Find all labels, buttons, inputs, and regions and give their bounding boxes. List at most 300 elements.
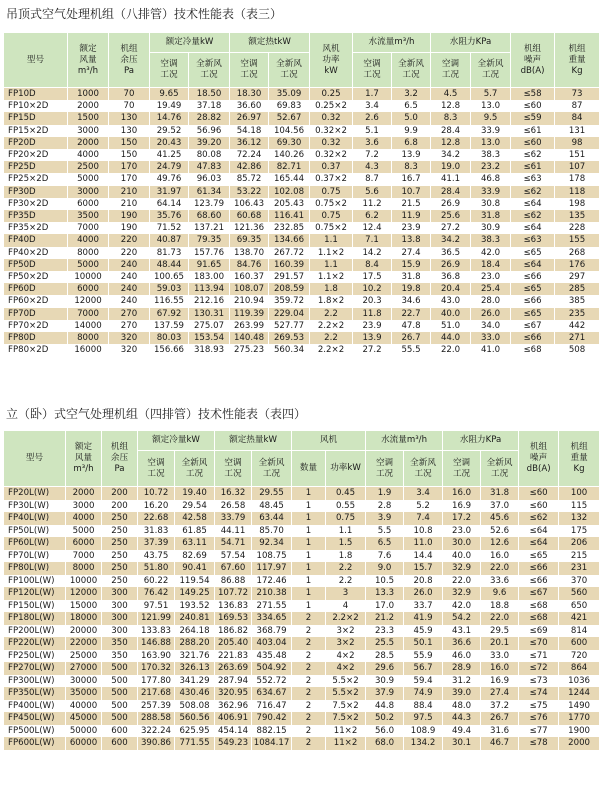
table-cell: 560 (559, 587, 600, 600)
table3-title: 吊顶式空气处理机组（八排管）技术性能表（表三） (6, 7, 283, 21)
table-cell: 130.31 (189, 308, 230, 320)
table-cell: 40.0 (443, 550, 481, 563)
table-cell: 1490 (559, 700, 600, 713)
table-cell: 14000 (68, 320, 109, 332)
table-row (4, 662, 600, 675)
table-cell: 250 (102, 525, 138, 538)
table-cell: 385 (555, 295, 600, 307)
table-cell: 46.0 (443, 650, 481, 663)
table-cell: 91.65 (189, 259, 230, 271)
table-cell: 108.75 (252, 550, 292, 563)
table-cell: 39.20 (189, 137, 230, 149)
table-cell: 41.1 (431, 173, 471, 185)
table-cell: 250 (102, 512, 138, 525)
table-cell: 14.76 (150, 112, 189, 124)
table-cell: 3000 (66, 500, 102, 513)
model-cell: FP20D (4, 137, 68, 149)
table-cell: 2 (292, 712, 326, 725)
header-water-flow: 水流量m³/h (353, 33, 431, 53)
table-row (4, 247, 600, 259)
table-cell: 250 (102, 550, 138, 563)
table-cell: 63.44 (252, 512, 292, 525)
table-cell: 1.7 (353, 88, 392, 101)
table-cell: 2 (292, 625, 326, 638)
table-cell: 48.0 (443, 700, 481, 713)
table-cell: 1.1 (310, 234, 353, 246)
table-cell: 20.43 (150, 137, 189, 149)
table-row (4, 332, 600, 344)
table-cell: 4000 (68, 149, 109, 161)
table-cell: 54.18 (230, 125, 269, 137)
model-cell: FP10D (4, 88, 68, 101)
table-cell: 31.8 (481, 487, 519, 500)
table-cell: 10.7 (392, 186, 431, 198)
table-cell: 11.9 (392, 210, 431, 222)
table-cell: 42.58 (175, 512, 215, 525)
table-cell: ≤64 (511, 222, 555, 234)
table-cell: 42.0 (443, 600, 481, 613)
table-cell: 500 (102, 675, 138, 688)
table-cell: 2 (292, 737, 326, 750)
table-cell: 38.3 (471, 234, 511, 246)
table-cell: 40000 (66, 700, 102, 713)
table-row (4, 487, 600, 500)
table-cell: 37.18 (189, 100, 230, 112)
model-cell: FP20×2D (4, 149, 68, 161)
table-cell: 69.35 (230, 234, 269, 246)
table-cell: 44.0 (431, 332, 471, 344)
table-cell: 190 (109, 222, 150, 234)
table-cell: 6.2 (353, 210, 392, 222)
header-water-resistance: 水阻力KPa (443, 431, 519, 451)
table-cell: 320.95 (215, 687, 252, 700)
table-cell: 12.6 (481, 537, 519, 550)
table-cell: 210.38 (252, 587, 292, 600)
table-cell: ≤64 (511, 259, 555, 271)
table-row (4, 259, 600, 271)
table-row (4, 149, 600, 161)
table-cell: 16.7 (392, 173, 431, 185)
table-row (4, 320, 600, 332)
subheader-fresh-air: 全新风 工况 (175, 451, 215, 487)
table-cell: 634.67 (252, 687, 292, 700)
table-cell: 287.94 (215, 675, 252, 688)
model-cell: FP35D (4, 210, 68, 222)
table-cell: 47.8 (392, 320, 431, 332)
table-cell: 41.0 (471, 344, 511, 356)
table-cell: 1 (292, 525, 326, 538)
table-cell: 100.65 (150, 271, 189, 283)
table-cell: 150 (109, 149, 150, 161)
table-cell: 23.0 (443, 525, 481, 538)
table-cell: 3.4 (353, 100, 392, 112)
table-cell: ≤64 (511, 198, 555, 210)
table-cell: 350 (102, 637, 138, 650)
table-cell: 134.2 (404, 737, 443, 750)
table-cell: 17.2 (443, 512, 481, 525)
table-cell: 98 (555, 137, 600, 149)
table-cell: 264.18 (175, 625, 215, 638)
table-cell: 36.60 (230, 100, 269, 112)
model-cell: FP400L(W) (4, 700, 66, 713)
model-cell: FP120L(W) (4, 587, 66, 600)
subheader-fresh-air: 全新风 工况 (404, 451, 443, 487)
table-cell: 1.9 (366, 487, 404, 500)
table-cell: ≤67 (519, 587, 559, 600)
table-cell: 30.1 (443, 737, 481, 750)
table-cell: 11×2 (326, 725, 366, 738)
table-cell: 48.44 (150, 259, 189, 271)
table-cell: 33.7 (404, 600, 443, 613)
table-cell: 600 (102, 737, 138, 750)
table-cell: 118 (555, 186, 600, 198)
table-cell: 2.2×2 (310, 344, 353, 356)
table-row (4, 100, 600, 112)
subheader-ac: 空调 工况 (366, 451, 404, 487)
table-cell: 40.0 (431, 308, 471, 320)
table-cell: 33.9 (471, 125, 511, 137)
table-cell: 263.99 (230, 320, 269, 332)
table-cell: 0.32×2 (310, 125, 353, 137)
table-cell: 106.43 (230, 198, 269, 210)
table-cell: 7.4 (404, 512, 443, 525)
table-cell: 2.2×2 (310, 320, 353, 332)
table-cell: 20000 (66, 625, 102, 638)
table-cell: 70 (109, 100, 150, 112)
table-cell: 115 (559, 500, 600, 513)
table-cell: 29.5 (481, 625, 519, 638)
table-row (4, 137, 600, 149)
table-cell: 100 (559, 487, 600, 500)
table-cell: 0.32×2 (310, 149, 353, 161)
table-cell: 240.81 (175, 612, 215, 625)
table4-title: 立（卧）式空气处理机组（四排管）技术性能表（表四） (6, 407, 307, 421)
model-cell: FP40×2D (4, 247, 68, 259)
table-cell: 21.2 (366, 612, 404, 625)
table-cell: 2.2 (326, 575, 366, 588)
table-cell: 220 (109, 247, 150, 259)
table-cell: ≤76 (519, 712, 559, 725)
table-cell: 32.9 (443, 562, 481, 575)
table-cell: 138.70 (230, 247, 269, 259)
table-cell: 178 (555, 173, 600, 185)
table-cell: 56.7 (404, 662, 443, 675)
table-cell: 14.2 (353, 247, 392, 259)
table-cell: ≤60 (519, 500, 559, 513)
table-cell: 1.8 (326, 550, 366, 563)
table-cell: 326.13 (175, 662, 215, 675)
table-cell: 25.5 (366, 637, 404, 650)
table-cell: ≤72 (519, 662, 559, 675)
table-cell: 221.83 (215, 650, 252, 663)
table-cell: 69.30 (269, 137, 310, 149)
table-cell: 291.57 (269, 271, 310, 283)
table-cell: 0.55 (326, 500, 366, 513)
table-cell: 1 (292, 550, 326, 563)
table-cell: 2.2×2 (326, 612, 366, 625)
table-cell: 36.8 (431, 271, 471, 283)
table-cell: 28.4 (431, 125, 471, 137)
table-cell: 54.71 (215, 537, 252, 550)
table-cell: 46.8 (471, 173, 511, 185)
table-cell: 30.0 (443, 537, 481, 550)
table-cell: 9.5 (471, 112, 511, 124)
header-model: 型号 (4, 431, 66, 487)
table-cell: 34.2 (431, 149, 471, 161)
table-cell: 80.03 (150, 332, 189, 344)
model-cell: FP60L(W) (4, 537, 66, 550)
table3-body (4, 88, 600, 357)
table-cell: 257.39 (138, 700, 175, 713)
table-cell: 0.75 (310, 210, 353, 222)
table-row (4, 675, 600, 688)
table-cell: 52.67 (269, 112, 310, 124)
table-cell: 549.23 (215, 737, 252, 750)
table-cell: 177.80 (138, 675, 175, 688)
table-cell: 22.0 (431, 344, 471, 356)
table-cell: 1 (292, 587, 326, 600)
table-cell: 552.72 (252, 675, 292, 688)
table-cell: 11.2 (353, 198, 392, 210)
table-cell: 50.1 (404, 637, 443, 650)
table-cell: 190 (109, 210, 150, 222)
table-cell: 20.1 (481, 637, 519, 650)
model-cell: FP30L(W) (4, 500, 66, 513)
model-cell: FP50×2D (4, 271, 68, 283)
table-cell: 90.41 (175, 562, 215, 575)
table-row (4, 283, 600, 295)
table-cell: 88.4 (404, 700, 443, 713)
model-cell: FP70D (4, 308, 68, 320)
model-cell: FP30D (4, 186, 68, 198)
table-cell: 44.8 (366, 700, 404, 713)
table-row (4, 344, 600, 356)
table-cell: 16.0 (481, 662, 519, 675)
table-cell: 27.2 (431, 222, 471, 234)
table-cell: 235 (555, 308, 600, 320)
table-cell: 198 (555, 198, 600, 210)
table-cell: 320 (109, 344, 150, 356)
table-cell: 28.9 (443, 662, 481, 675)
table-cell: 2.6 (353, 112, 392, 124)
table-cell: 5000 (68, 173, 109, 185)
subheader-fresh-air: 全新风 工况 (252, 451, 292, 487)
table-cell: 18.30 (230, 88, 269, 101)
table-cell: 60.22 (138, 575, 175, 588)
table-cell: 10.72 (138, 487, 175, 500)
table-row (4, 525, 600, 538)
model-cell: FP350L(W) (4, 687, 66, 700)
table-cell: 33.79 (215, 512, 252, 525)
table-cell: 771.55 (175, 737, 215, 750)
table-cell: 133.83 (138, 625, 175, 638)
table-cell: 34.0 (471, 320, 511, 332)
table-cell: 49.76 (150, 173, 189, 185)
model-cell: FP80L(W) (4, 562, 66, 575)
table-cell: 4×2 (326, 662, 366, 675)
table-cell: ≤69 (519, 625, 559, 638)
subheader-ac: 空调 工况 (150, 53, 189, 88)
table-cell: 0.75 (310, 186, 353, 198)
table-row (4, 712, 600, 725)
table-row (4, 88, 600, 101)
table-cell: ≤64 (519, 525, 559, 538)
table-cell: 72.24 (230, 149, 269, 161)
table-cell: 0.45 (326, 487, 366, 500)
table-cell: 232.85 (269, 222, 310, 234)
table-cell: 3 (326, 587, 366, 600)
table-cell: 7.1 (353, 234, 392, 246)
table-cell: 1.8 (310, 283, 353, 295)
table-cell: 4.3 (353, 161, 392, 173)
table-cell: 16000 (68, 344, 109, 356)
table-cell: 102.08 (269, 186, 310, 198)
table-cell: 1000 (68, 88, 109, 101)
table-cell: 13.8 (392, 234, 431, 246)
table-cell: 1084.17 (252, 737, 292, 750)
table-cell: 60000 (66, 737, 102, 750)
table-cell: 92.34 (252, 537, 292, 550)
table-cell: 84.76 (230, 259, 269, 271)
header-weight: 机组 重量 Kg (555, 33, 600, 88)
table-cell: ≤65 (511, 283, 555, 295)
table-cell: 44.3 (443, 712, 481, 725)
table-cell: ≤66 (511, 295, 555, 307)
table-row (4, 625, 600, 638)
table-cell: 68.0 (366, 737, 404, 750)
table-cell: 2.2 (326, 562, 366, 575)
table-cell: ≤62 (519, 512, 559, 525)
model-cell: FP40L(W) (4, 512, 66, 525)
table-cell: 0.32 (310, 137, 353, 149)
table-cell: 135 (555, 210, 600, 222)
table-cell: ≤62 (511, 186, 555, 198)
table-cell: 29.52 (150, 125, 189, 137)
table-cell: 3500 (68, 210, 109, 222)
table-cell: 504.92 (252, 662, 292, 675)
table-cell: 19.40 (175, 487, 215, 500)
table-cell: 8.3 (431, 112, 471, 124)
table-cell: 20.4 (431, 283, 471, 295)
table-cell: 42.86 (230, 161, 269, 173)
table-cell: 160.37 (230, 271, 269, 283)
table-cell: 527.77 (269, 320, 310, 332)
table-cell: 11×2 (326, 737, 366, 750)
table-cell: 35000 (66, 687, 102, 700)
table3-spec-table (3, 32, 600, 356)
table-cell: 215 (559, 550, 600, 563)
subheader-fresh-air: 全新风 工况 (471, 53, 511, 88)
subheader-fresh-air: 全新风 工况 (392, 53, 431, 88)
header-heating: 额定热tkW (230, 33, 310, 53)
table-cell: ≤60 (519, 487, 559, 500)
table-cell: 220 (109, 234, 150, 246)
table-cell: 8000 (68, 247, 109, 259)
subheader-fresh-air: 全新风 工况 (481, 451, 519, 487)
table-cell: 43.1 (443, 625, 481, 638)
table-row (4, 295, 600, 307)
table-cell: 7.5×2 (326, 700, 366, 713)
table-cell: 69.83 (269, 100, 310, 112)
table-cell: 13.0 (471, 100, 511, 112)
table-cell: 240 (109, 271, 150, 283)
table-cell: 12.8 (431, 100, 471, 112)
table-cell: 8.7 (353, 173, 392, 185)
subheader-ac: 空调 工况 (138, 451, 175, 487)
table-cell: 96.03 (189, 173, 230, 185)
table-cell: 27000 (66, 662, 102, 675)
table-cell: 2 (292, 725, 326, 738)
table-cell: 59.4 (404, 675, 443, 688)
model-cell: FP80×2D (4, 344, 68, 356)
table-cell: 270 (109, 320, 150, 332)
table-cell: 31.83 (138, 525, 175, 538)
table-cell: 82.71 (269, 161, 310, 173)
model-cell: FP10×2D (4, 100, 68, 112)
table-cell: 0.25×2 (310, 100, 353, 112)
table-row (4, 737, 600, 750)
table-cell: ≤63 (511, 234, 555, 246)
table-cell: 368.79 (252, 625, 292, 638)
table-cell: 16.0 (481, 550, 519, 563)
table-cell: 170.32 (138, 662, 175, 675)
table-cell: 176 (555, 259, 600, 271)
table-cell: ≤60 (511, 137, 555, 149)
table-cell: 12.4 (353, 222, 392, 234)
table-cell: 37.0 (481, 500, 519, 513)
header-fan: 风机 (292, 431, 366, 451)
table-cell: 6000 (66, 537, 102, 550)
table-cell: 8000 (66, 562, 102, 575)
table-cell: 33.6 (481, 575, 519, 588)
table-cell: 44.11 (215, 525, 252, 538)
table-cell: 84 (555, 112, 600, 124)
table-cell: 1900 (559, 725, 600, 738)
table-cell: ≤62 (511, 149, 555, 161)
table-cell: 600 (559, 637, 600, 650)
header-pressure: 机组 余压 Pa (102, 431, 138, 487)
model-cell: FP80D (4, 332, 68, 344)
table-cell: 210.94 (230, 295, 269, 307)
table-cell: ≤70 (519, 637, 559, 650)
model-cell: FP25×2D (4, 173, 68, 185)
model-cell: FP250L(W) (4, 650, 66, 663)
table-cell: 5000 (68, 259, 109, 271)
subheader-ac: 空调 工况 (431, 53, 471, 88)
table-cell: 18.8 (481, 600, 519, 613)
table-cell: 136.83 (215, 600, 252, 613)
table-cell: ≤66 (519, 562, 559, 575)
table-cell: 14.4 (404, 550, 443, 563)
table-cell: 17.0 (366, 600, 404, 613)
table-cell: 119.54 (175, 575, 215, 588)
table-cell: 41.25 (150, 149, 189, 161)
table-cell: ≤61 (511, 161, 555, 173)
table-cell: 300 (102, 625, 138, 638)
table-row (4, 637, 600, 650)
table-cell: 121.36 (230, 222, 269, 234)
subheader-fresh-air: 全新风 工况 (269, 53, 310, 88)
table-cell: 18.50 (189, 88, 230, 101)
table-cell: 117.97 (252, 562, 292, 575)
table-cell: 10000 (66, 575, 102, 588)
table-cell: 206 (559, 537, 600, 550)
table-cell: 68.60 (189, 210, 230, 222)
table-cell: 134.66 (269, 234, 310, 246)
table-cell: 5.1 (353, 125, 392, 137)
table-cell: 34.6 (392, 295, 431, 307)
table-cell: 2 (292, 612, 326, 625)
